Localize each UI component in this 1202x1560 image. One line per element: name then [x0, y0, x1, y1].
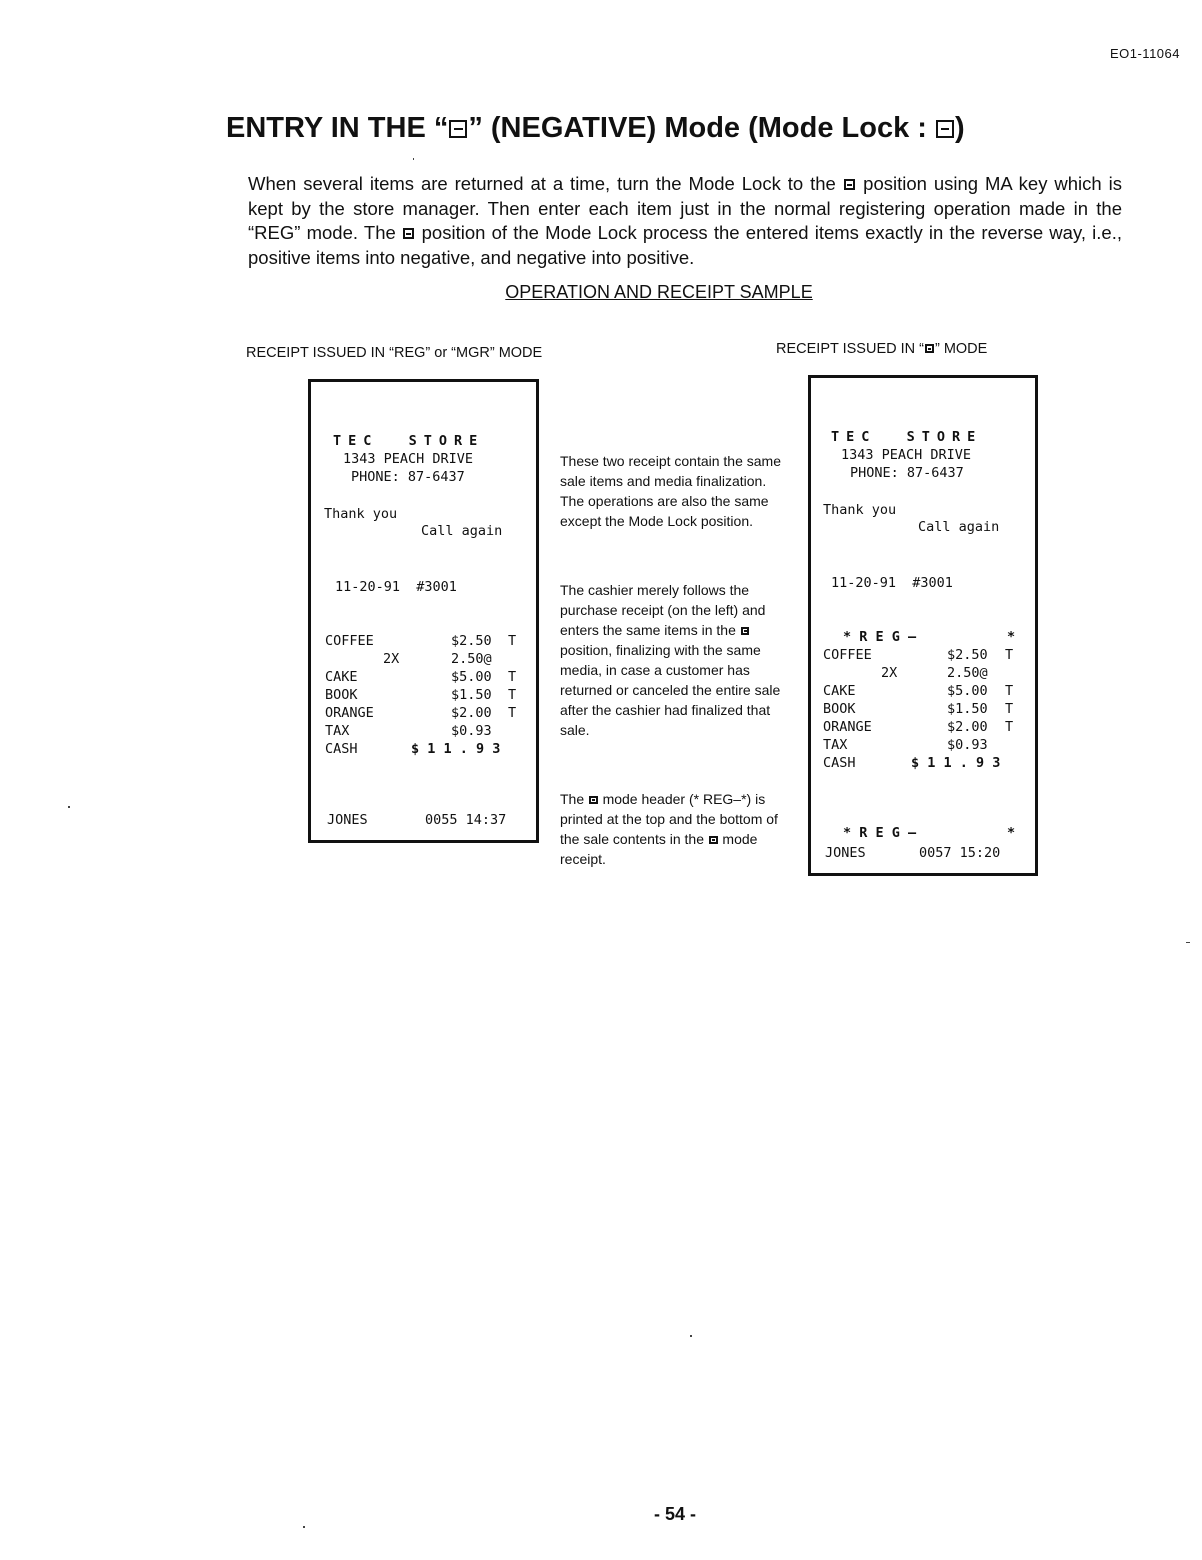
item-amount: $5.00 — [947, 683, 988, 699]
description-paragraph-1: These two receipt contain the same sale items and media finalization. The operations are also the same except the Mode Lock position. — [560, 453, 782, 529]
item-name: TAX — [823, 737, 848, 753]
clerk-name: JONES — [327, 812, 368, 828]
item-flag: T — [1005, 647, 1014, 663]
desc-3-text-c: mode receipt. — [560, 831, 758, 867]
transaction-code: 0057 15:20 — [919, 845, 1001, 861]
left-receipt-label: RECEIPT ISSUED IN “REG” or “MGR” MODE — [246, 345, 543, 361]
item-name: CAKE — [823, 683, 856, 699]
call-again-text: Call again — [421, 523, 503, 539]
desc-3-text-b: mode header (* REG–*) is printed at the top and the bottom of the sale contents in the — [560, 791, 778, 847]
negative-mode-icon — [403, 228, 414, 239]
call-again-text: Call again — [918, 519, 1000, 535]
intro-text-1: When several items are returned at a time, turn the Mode Lock to the — [248, 173, 843, 194]
item-name: ORANGE — [823, 719, 872, 735]
intro-text-3: position of the Mode Lock process the entered items exactly in the reverse way, i.e., positive items into negative, and negative into positive. — [248, 222, 1122, 268]
item-amount: $0.93 — [451, 723, 492, 739]
item-amount: $2.00 — [451, 705, 492, 721]
cash-amount: $ 1 1 . 9 3 — [411, 741, 501, 757]
item-amount: $2.50 — [451, 633, 492, 649]
page-title — [226, 112, 965, 145]
store-name: TEC STORE — [831, 429, 983, 445]
item-amount: $2.50 — [947, 647, 988, 663]
item-flag: T — [508, 633, 517, 649]
reg-footer-mark: * R E G – — [843, 825, 917, 841]
date-line: 11-20-91 #3001 — [335, 579, 457, 595]
item-flag: T — [1005, 719, 1014, 735]
intro-paragraph — [248, 172, 1122, 270]
clerk-name: JONES — [825, 845, 866, 861]
negative-mode-icon — [925, 344, 934, 353]
item-flag: T — [508, 669, 517, 685]
thank-you-text: Thank you — [324, 506, 398, 522]
item-name: COFFEE — [823, 647, 872, 663]
title-suffix: ) — [954, 112, 965, 144]
document-number: EO1-11064 — [1109, 46, 1180, 61]
item-flag: T — [1005, 683, 1014, 699]
negative-mode-icon — [589, 796, 598, 805]
description-paragraph-3 — [560, 789, 786, 869]
transaction-code: 0055 14:37 — [425, 812, 507, 828]
item-name: TAX — [325, 723, 350, 739]
desc-2-text-a: The cashier merely follows the purchase receipt (on the left) and enters the same items in the — [560, 582, 766, 638]
negative-mode-icon — [709, 836, 718, 845]
negative-mode-icon — [741, 627, 750, 636]
item-amount: 2.50@ — [947, 665, 988, 681]
item-amount: $1.50 — [451, 687, 492, 703]
item-name: BOOK — [325, 687, 358, 703]
desc-3-text-a: The — [560, 791, 589, 807]
item-flag: T — [508, 705, 517, 721]
description-paragraph-2 — [560, 580, 786, 740]
receipt-reg-mode — [308, 379, 539, 843]
reg-footer-star: * — [1007, 825, 1016, 841]
desc-2-text-b: position, finalizing with the same media, in case a customer has returned or canceled the entire sale after the cashier had finalized that sale. — [560, 642, 781, 738]
intro-text-2: position using MA key which is kept by the store manager. Then enter each item just in the normal registering operation made in the “REG” mode. The — [248, 173, 1122, 243]
cash-amount: $ 1 1 . 9 3 — [911, 755, 1001, 771]
item-flag: T — [508, 687, 517, 703]
negative-mode-icon — [844, 179, 855, 190]
right-receipt-label — [776, 341, 987, 357]
item-amount: 2.50@ — [451, 651, 492, 667]
title-prefix: ENTRY IN THE “ — [226, 112, 449, 144]
reg-header-mark: * R E G – — [843, 629, 917, 645]
store-address: 1343 PEACH DRIVE — [343, 451, 474, 467]
right-label-suffix: ” MODE — [934, 341, 988, 357]
scan-speck — [690, 1335, 692, 1337]
item-name: 2X — [881, 665, 898, 681]
item-name: ORANGE — [325, 705, 374, 721]
item-amount: $0.93 — [947, 737, 988, 753]
cash-label: CASH — [325, 741, 358, 757]
cash-label: CASH — [823, 755, 856, 771]
section-heading: OPERATION AND RECEIPT SAMPLE — [505, 282, 813, 302]
scan-speck — [303, 1526, 305, 1528]
store-phone: PHONE: 87-6437 — [351, 469, 465, 485]
item-name: CAKE — [325, 669, 358, 685]
page-number: - 54 - — [653, 1504, 696, 1524]
item-amount: $5.00 — [451, 669, 492, 685]
item-amount: $1.50 — [947, 701, 988, 717]
thank-you-text: Thank you — [823, 502, 897, 518]
negative-mode-icon — [449, 120, 467, 138]
store-address: 1343 PEACH DRIVE — [841, 447, 972, 463]
negative-mode-icon — [936, 120, 954, 138]
item-name: COFFEE — [325, 633, 374, 649]
scan-speck — [1186, 942, 1190, 943]
date-line: 11-20-91 #3001 — [831, 575, 953, 591]
scan-speck — [413, 158, 414, 160]
item-flag: T — [1005, 701, 1014, 717]
receipt-negative-mode — [808, 375, 1038, 876]
item-name: 2X — [383, 651, 400, 667]
scan-speck — [68, 806, 70, 808]
title-middle: ” (NEGATIVE) Mode (Mode Lock : — [468, 112, 936, 144]
reg-header-star: * — [1007, 629, 1016, 645]
store-name: TEC STORE — [333, 433, 485, 449]
item-name: BOOK — [823, 701, 856, 717]
item-amount: $2.00 — [947, 719, 988, 735]
right-label-prefix: RECEIPT ISSUED IN “ — [776, 341, 924, 357]
store-phone: PHONE: 87-6437 — [850, 465, 964, 481]
